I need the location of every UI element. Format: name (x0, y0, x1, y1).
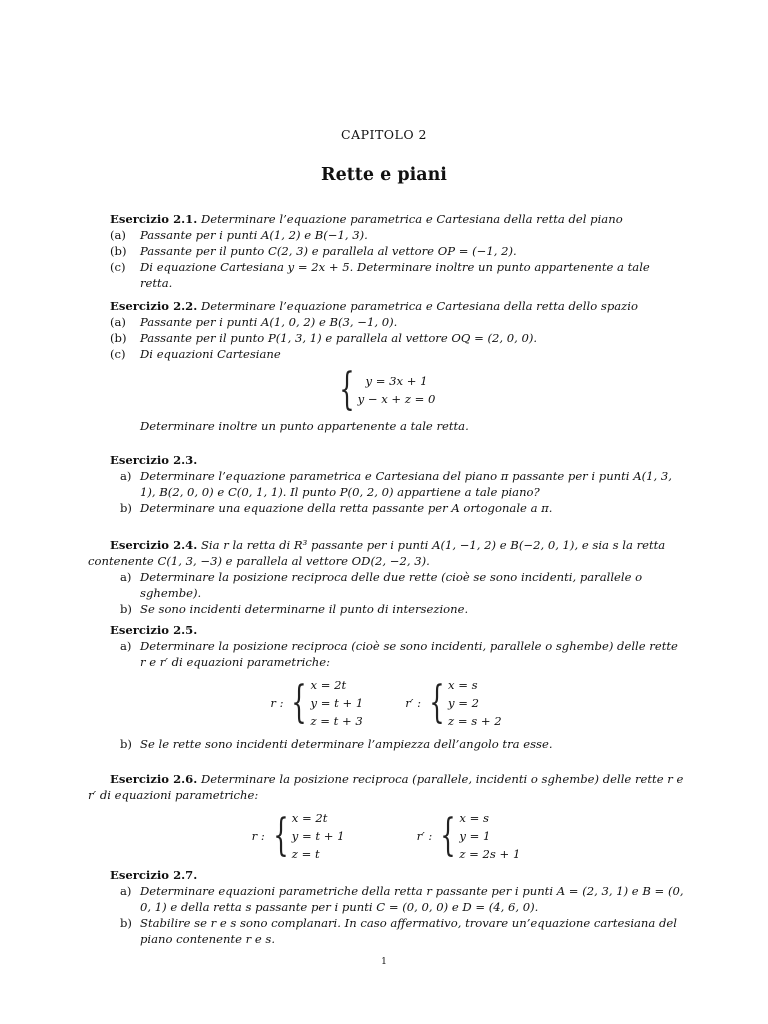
item-label: (a) (110, 228, 126, 242)
line-label: r : (251, 829, 265, 843)
equation: y = t + 1 (291, 829, 345, 843)
equation: z = t + 3 (310, 714, 363, 728)
equation: y = 3x + 1 (365, 374, 428, 388)
equation: y − x + z = 0 (357, 392, 436, 406)
item-label: a) (120, 884, 132, 898)
item-label: b) (120, 602, 132, 616)
item-label: b) (120, 737, 132, 751)
exercise-intro: Sia r la retta di R³ passante per i punti A(1, −1, 2) e B(−2, 0, 1), e sia s la retta contenente C(1, 3, −3) e parallela al vettore OD(2, −2, 3). (88, 538, 666, 568)
item-text: Determinare l’equazione parametrica e Cartesiana del piano π passante per i punti A(1, 3, 1), B(2, 0, 0) e C(0, 1, 1). Il punto P(0, 2, 0) appartiene a tale piano? (140, 469, 672, 499)
left-brace: { (273, 810, 289, 861)
item-text: Di equazione Cartesiana y = 2x + 5. Determinare inoltre un punto appartenente a tale retta. (140, 260, 650, 290)
exercise-2-7 (88, 867, 684, 947)
item-label: a) (120, 469, 132, 483)
equation: z = t (291, 847, 320, 861)
exercise-2-2 (88, 298, 684, 434)
left-brace: { (440, 810, 457, 861)
equation: y = 1 (459, 829, 491, 843)
item-label: (c) (110, 260, 126, 274)
item-text: Se sono incidenti determinarne il punto di intersezione. (140, 602, 469, 616)
item-text: Determinare equazioni parametriche della retta r passante per i punti A = (2, 3, 1) e B = (0, 0, 1) e della retta s passante per i punti C = (0, 0, 0) e D = (4, 6, 0). (140, 884, 684, 914)
exercise-2-6 (88, 771, 684, 863)
cartesian-system (88, 364, 684, 415)
page-title: Rette e piani (321, 165, 447, 185)
exercise-intro: Determinare l’equazione parametrica e Cartesiana della retta dello spazio (200, 299, 638, 313)
line-label: r : (270, 696, 284, 710)
line-label: r′ : (405, 696, 422, 710)
exercise-2-1 (88, 211, 684, 291)
equation: z = 2s + 1 (459, 847, 521, 861)
equation: x = s (459, 811, 489, 825)
item-text: Passante per i punti A(1, 2) e B(−1, 3). (140, 228, 368, 242)
exercise-heading: Esercizio 2.2. (110, 299, 198, 313)
exercise-heading: Esercizio 2.5. (110, 623, 198, 637)
item-label: (b) (110, 244, 127, 258)
item-label: b) (120, 916, 132, 930)
parametric-systems (88, 809, 684, 863)
equation: x = s (448, 678, 478, 692)
exercise-2-3 (88, 452, 684, 516)
item-text: Stabilire se r e s sono complanari. In caso affermativo, trovare un’equazione cartesiana del piano contenente r e s. (140, 916, 677, 946)
item-text: Di equazioni Cartesiane (140, 347, 281, 361)
item-text: Determinare la posizione reciproca delle due rette (cioè se sono incidenti, parallele o sghembe). (140, 570, 643, 600)
equation: x = 2t (310, 678, 347, 692)
item-label: (c) (110, 347, 126, 361)
item-label: a) (120, 570, 132, 584)
item-label: a) (120, 639, 132, 653)
line-label: r′ : (416, 829, 433, 843)
exercise-2-4 (88, 537, 684, 617)
exercise-heading: Esercizio 2.3. (110, 453, 198, 467)
equation: y = t + 1 (310, 696, 364, 710)
item-label: (a) (110, 315, 126, 329)
exercise-heading: Esercizio 2.6. (110, 772, 198, 786)
equation: z = s + 2 (448, 714, 502, 728)
left-brace: { (291, 677, 308, 728)
exercise-intro: Determinare la posizione reciproca (parallele, incidenti o sghembe) delle rette r e r′ di equazioni parametriche: (88, 772, 684, 802)
exercise-heading: Esercizio 2.4. (110, 538, 198, 552)
chapter-heading: CAPITOLO 2 (341, 127, 427, 142)
item-label: (b) (110, 331, 127, 345)
item-text: Determinare la posizione reciproca (cioè se sono incidenti, parallele o sghembe) delle rette r e r′ di equazioni parametriche: (140, 639, 678, 669)
item-text: Se le rette sono incidenti determinare l’ampiezza dell’angolo tra esse. (140, 737, 553, 751)
exercise-heading: Esercizio 2.1. (110, 212, 198, 226)
left-brace: { (429, 677, 445, 728)
left-brace: { (338, 364, 355, 415)
item-text: Passante per il punto C(2, 3) e parallela al vettore OP = (−1, 2). (140, 244, 517, 258)
parametric-systems (88, 676, 684, 730)
exercise-2-5 (88, 622, 684, 752)
item-text: Passante per i punti A(1, 0, 2) e B(3, −1, 0). (140, 315, 398, 329)
item-text: Passante per il punto P(1, 3, 1) e parallela al vettore OQ = (2, 0, 0). (140, 331, 538, 345)
exercise-intro: Determinare l’equazione parametrica e Cartesiana della retta del piano (200, 212, 623, 226)
page-number: 1 (381, 957, 387, 967)
item-text: Determinare una equazione della retta passante per A ortogonale a π. (140, 501, 553, 515)
item-label: b) (120, 501, 132, 515)
item-text: Determinare inoltre un punto appartenente a tale retta. (140, 419, 469, 433)
equation: x = 2t (291, 811, 328, 825)
equation: y = 2 (448, 696, 480, 710)
exercise-heading: Esercizio 2.7. (110, 868, 198, 882)
